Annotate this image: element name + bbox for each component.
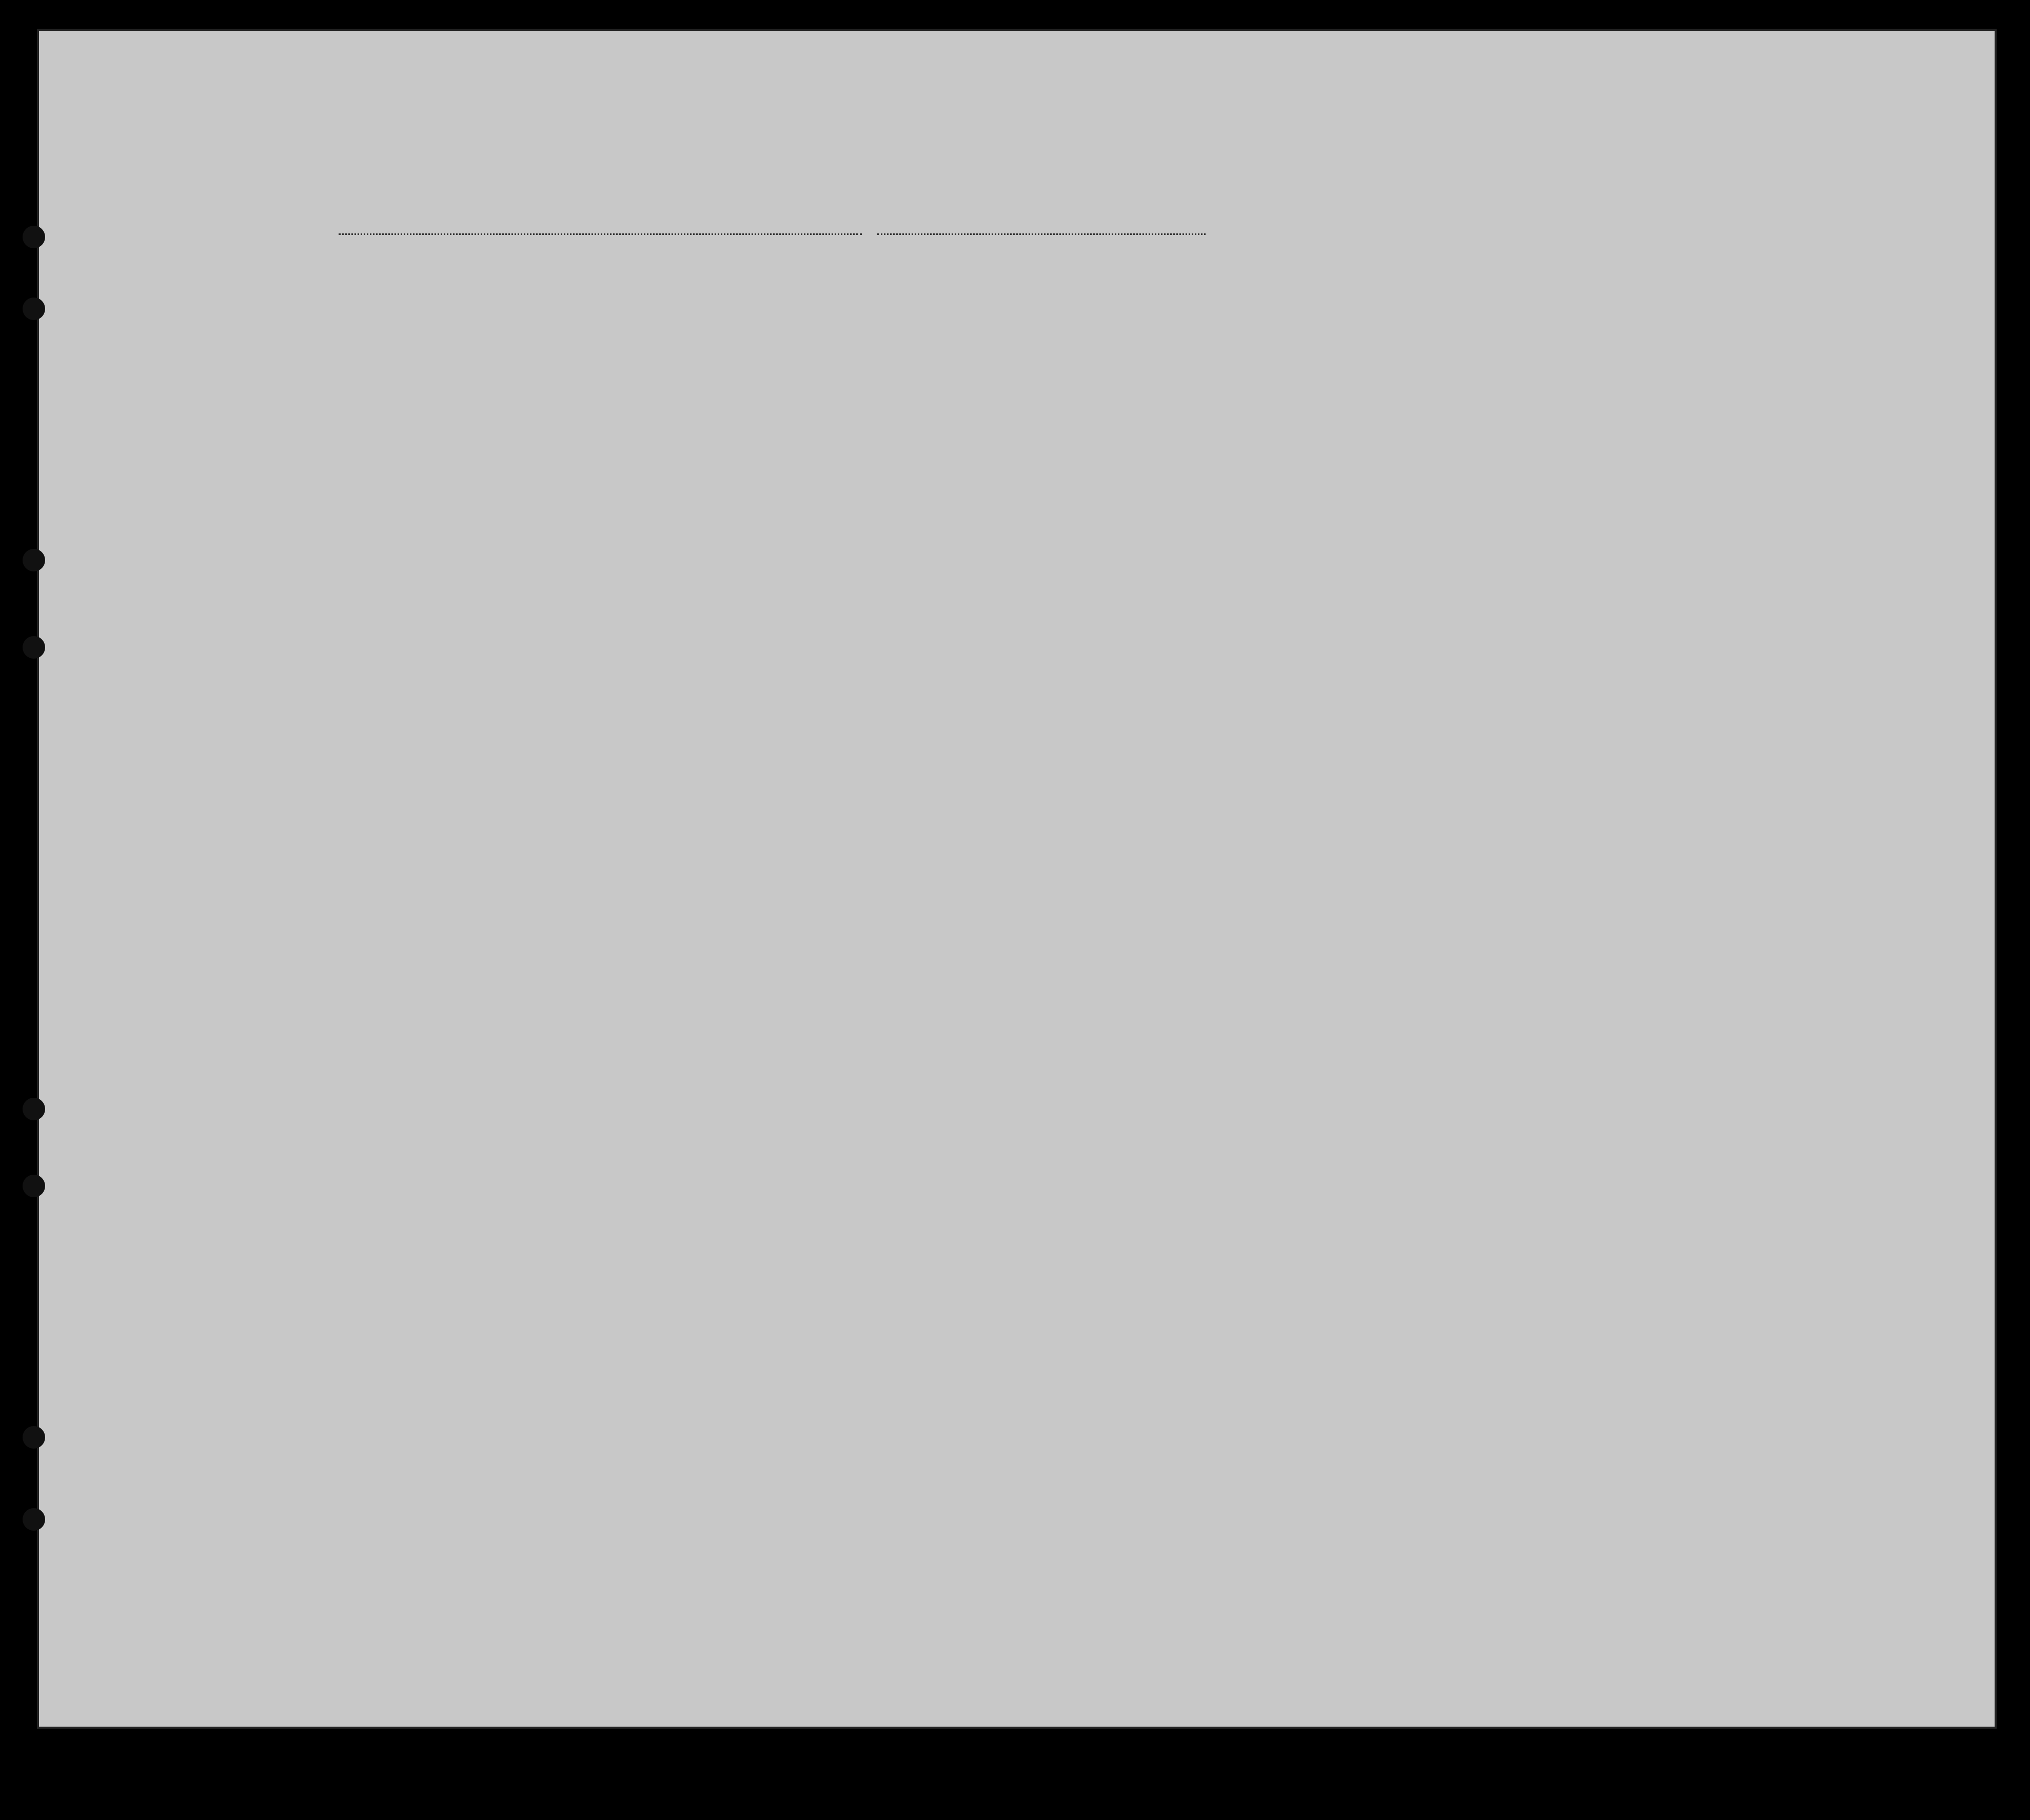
- header-q28: [1395, 298, 1447, 421]
- header-passage-paid: [618, 323, 703, 328]
- header-q31: [1516, 298, 1536, 421]
- header-ticket: [585, 300, 605, 418]
- header-money: [711, 295, 733, 418]
- header-polygamist: [1344, 298, 1357, 421]
- header-prison: [1298, 298, 1334, 421]
- header-return-intent: [1180, 323, 1214, 421]
- header-anarchist: [1372, 298, 1386, 421]
- header-q29: [1447, 298, 1488, 421]
- header-citizen: [1257, 323, 1288, 421]
- header-length-stay: [1221, 323, 1252, 421]
- header-feet: [1661, 390, 1677, 421]
- header-inches: [1684, 380, 1699, 421]
- header-q30: [1491, 298, 1511, 421]
